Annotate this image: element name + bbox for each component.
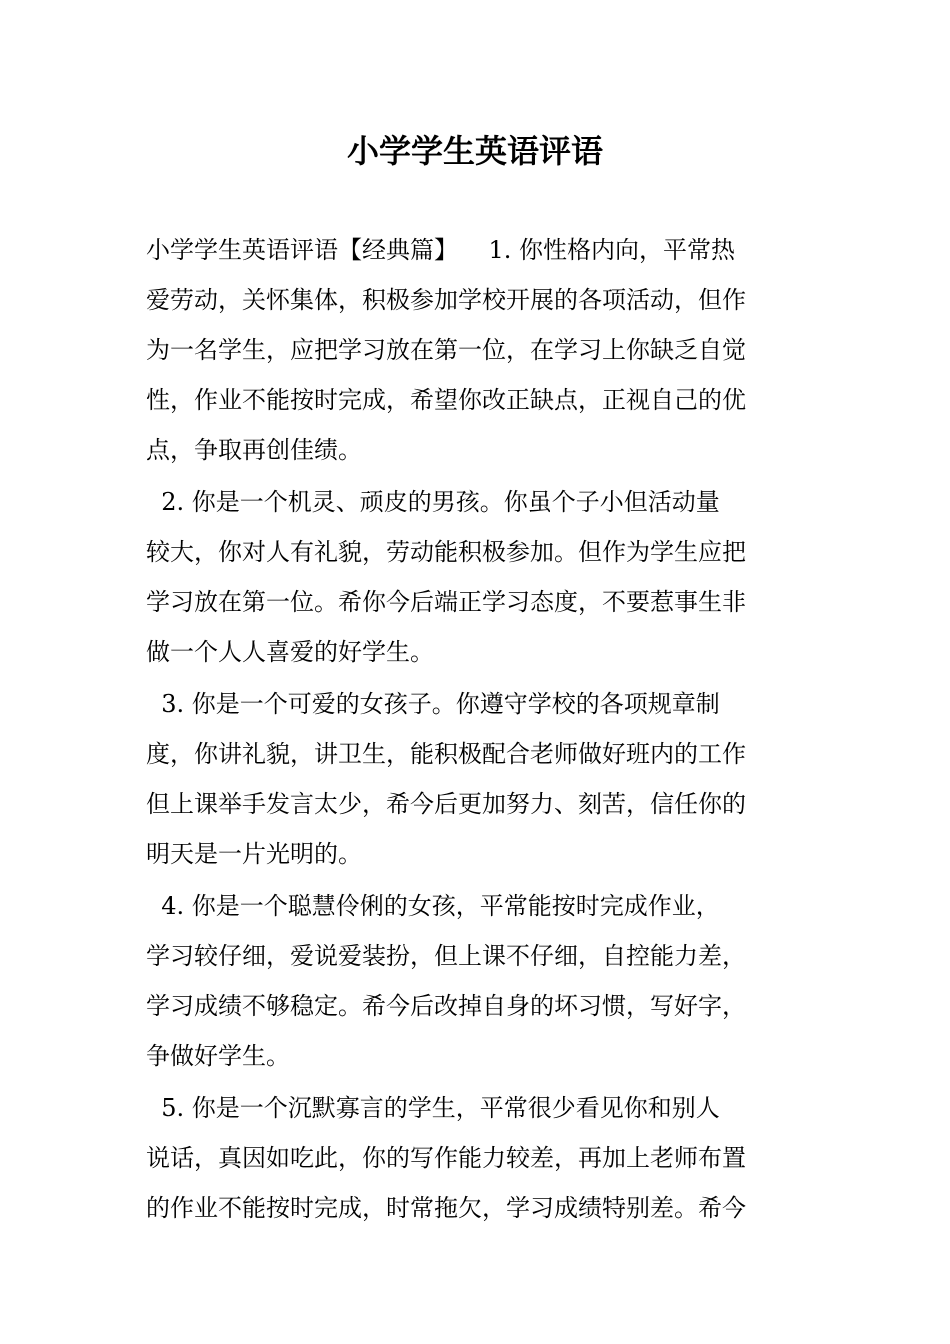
text-line: 学习成绩不够稳定。希今后改掉自身的坏习惯，写好字，	[146, 992, 746, 1020]
text-line: 3. 你是一个可爱的女孩子。你遵守学校的各项规章制	[146, 690, 720, 718]
text-line: 学习较仔细，爱说爱装扮，但上课不仔细，自控能力差，	[146, 942, 746, 970]
text-line: 4. 你是一个聪慧伶俐的女孩，平常能按时完成作业，	[146, 892, 720, 920]
text-line: 小学学生英语评语【经典篇】 1. 你性格内向，平常热	[146, 236, 736, 264]
text-line: 较大，你对人有礼貌，劳动能积极参加。但作为学生应把	[146, 538, 746, 566]
text-line: 性，作业不能按时完成，希望你改正缺点，正视自己的优	[146, 386, 746, 414]
text-line: 2. 你是一个机灵、顽皮的男孩。你虽个子小但活动量	[146, 488, 720, 516]
text-line: 为一名学生，应把学习放在第一位，在学习上你缺乏自觉	[146, 336, 746, 364]
text-line: 的作业不能按时完成，时常拖欠，学习成绩特别差。希今	[146, 1194, 746, 1222]
text-line: 但上课举手发言太少，希今后更加努力、刻苦，信任你的	[146, 790, 746, 818]
text-line: 爱劳动，关怀集体，积极参加学校开展的各项活动，但作	[146, 286, 746, 314]
text-line: 学习放在第一位。希你今后端正学习态度，不要惹事生非	[146, 588, 746, 616]
text-line: 5. 你是一个沉默寡言的学生，平常很少看见你和别人	[146, 1094, 720, 1122]
document-title: 小学学生英语评语	[346, 132, 603, 170]
text-line: 明天是一片光明的。	[146, 840, 362, 868]
text-line: 做一个人人喜爱的好学生。	[146, 638, 434, 666]
text-line: 度，你讲礼貌，讲卫生，能积极配合老师做好班内的工作	[146, 740, 746, 768]
text-line: 说话，真因如吃此，你的写作能力较差，再加上老师布置	[146, 1144, 746, 1172]
text-line: 点，争取再创佳绩。	[146, 436, 362, 464]
text-line: 争做好学生。	[146, 1042, 290, 1070]
